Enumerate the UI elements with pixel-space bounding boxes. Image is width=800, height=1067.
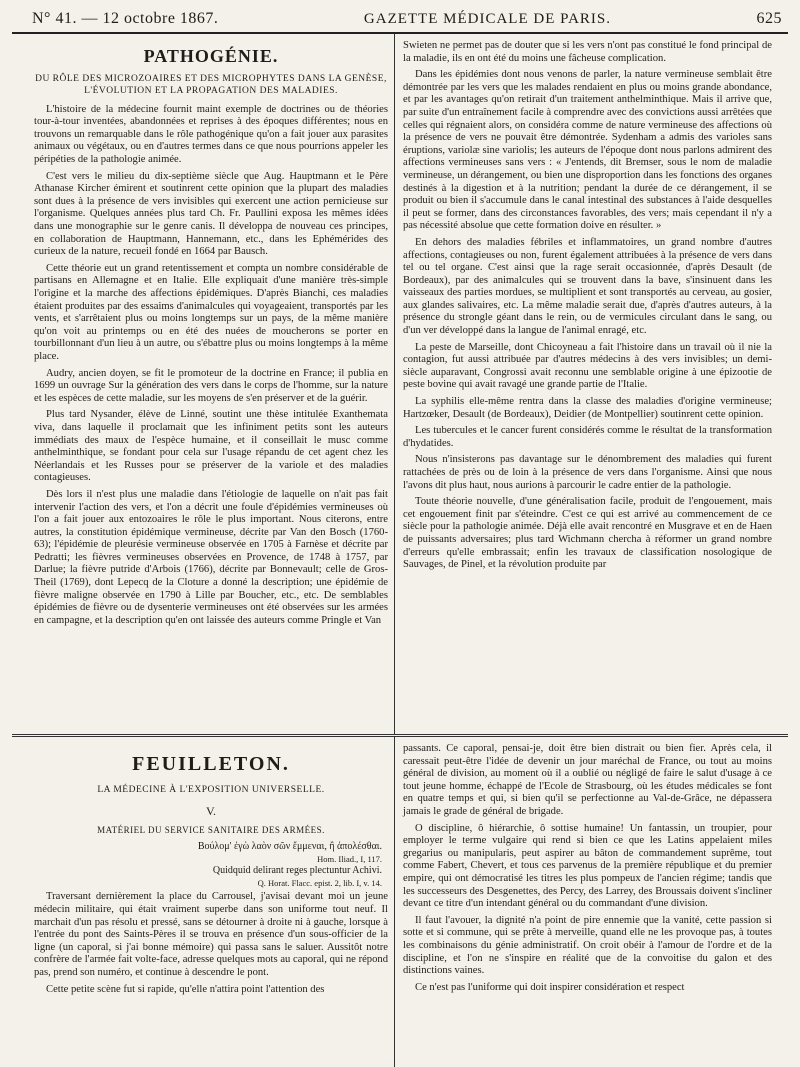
paragraph: Nous n'insisterons pas davantage sur le dénombrement des maladies qui furent rattachées de près ou de loin à la présence de vers dans l'organisme. Ainsi que nous l'avons dit plus haut, nous aurions à parcourir le cadre entier de la pathologie. (403, 454, 772, 491)
chapter-number: V. (205, 804, 217, 819)
epigraph (34, 841, 382, 889)
chapter-heading: MATÉRIEL DU SERVICE SANITAIRE DES ARMÉES. (97, 825, 325, 836)
paragraph: passants. Ce caporal, pensai-je, doit être bien distrait ou bien fier. Après cela, il caressait peut-être l'idée de devenir un jour maréchal de France, ou tout au moins général de division, au moment où il a oublié ou négligé de faire le salut d'usage à ce tout jeune homme, échappé de l'Ecole de Strasbourg, où les études médicales se font en quatre temps et qui, si bien qu'il se perfectionne au Val-de-Grâce, ne dépassera jamais le grade de général de brigade. (403, 743, 772, 817)
journal-title: GAZETTE MÉDICALE DE PARIS. (363, 11, 612, 27)
feuilleton-subtitle: LA MÉDECINE À L'EXPOSITION UNIVERSELLE. (97, 785, 325, 795)
epigraph-greek-source: Hom. Iliad., I, 117. (317, 854, 382, 865)
pathogenie-section (12, 34, 788, 734)
issue-date: N° 41. — 12 octobre 1867. (32, 10, 219, 27)
feuilleton-section (12, 737, 788, 1067)
paragraph: Ce n'est pas l'uniforme qui doit inspirer considération et respect (415, 981, 685, 993)
paragraph: Il faut l'avouer, la dignité n'a point de pire ennemie que la vanité, cette passion si sotte et si commune, qui se prête à merveille, quand elle ne les provoque pas, à toutes les combinaisons du génie administratif. On croit obéir à l'amour de l'ordre et de la discipline, et l'on ne s'inspire en réalité que de la convoitise du galon et des distinctions vaines. (403, 914, 772, 977)
pathogenie-title: PATHOGÉNIE. (143, 46, 279, 66)
paragraph: En dehors des maladies fébriles et inflammatoires, un grand nombre d'autres affections, contagieuses ou non, furent également attribuées à la présence de vers dans tel ou tel organe. C'est ainsi que la rage serait occasionnée, d'après Desault (de Bordeaux), par des animalcules qui se trouvent dans la bave, s'insinuent dans les vaisseaux des parties mordues, se multiplient et sont transportés au cerveau, au gosier, aux glandes salivaires, etc. La même maladie serait due, d'après d'autres auteurs, à la présence du strongle géant dans le rein, ou de vermicules circulant dans le sang, ou d'un ver développé dans la langue de l'animal enragé, etc. (403, 236, 772, 337)
paragraph: Les tubercules et le cancer furent considérés comme le résultat de la transformation d'hydatides. (403, 425, 772, 449)
paragraph: Dès lors il n'est plus une maladie dans l'étiologie de laquelle on n'ait pas fait intervenir l'action des vers, et l'on a décrit une foule d'épidémies vermineuses où l'on a fait jouer aux entozoaires le rôle le plus important. Nous citerons, entre autres, la constitution épidémique vermineuse, décrite par Van den Bosch (1760-63); l'épidémie de pleurésie vermineuse observée en 1705 à Farnèse et décrite par Pedratti; les fièvres vermineuses observées en Provence, de 1748 à 1757, par Darlue; la fièvre putride d'Arbois (1766), décrite par Bonnevault; celle de Gros-Theil (1769), dont Lepecq de la Cloture a donné la description; une épidémie de fièvre maligne observée en 1790 à Lille par Boucher, etc., etc. De semblables épidémies de fièvre ou de dysenterie vermineuses ont été observées sur les armées en campagne, et la description qu'en ont laissée des auteurs comme Pringle et Van (34, 488, 388, 626)
paragraph: Dans les épidémies dont nous venons de parler, la nature vermineuse semblait être démontrée par les vers que les malades rendaient en plus ou moins grande abondance, et par les avantages qu'on retirait d'un traitement anthelminthique. Mais il arrive que, par suite d'un entraînement facile à comprendre avec des convictions aussi arrêtées que celles qui régnaient alors, on considéra comme de nature vermineuse des affections où la présence de vers ne pouvait être démontrée. Sydenham a admis des varioles sans éruptions, variolæ sine variolis; les auteurs de l'époque dont nous parlons admirent des affections vermineuses sans vers : « J'entends, dit Bremser, sous le nom de maladie vermineuse, un dérangement, ou bien une disproportion dans les fonctions des organes destinés à la digestion et à la nutrition; pendant la durée de ce dérangement, il se produit ou bien il s'accumule dans le canal intestinal des substances à l'aide desquelles il peut se former, dans des circonstances favorables, des vers; mais cependant il n'y a pas nécessité absolue que cette formation doive en résulter. » (403, 69, 773, 232)
paragraph: La syphilis elle-même rentra dans la classe des maladies d'origine vermineuse; Hartzœker, Desault (de Bordeaux), Deidier (de Montpellier) soutinrent cette opinion. (403, 396, 772, 420)
newspaper-page (12, 8, 788, 1048)
paragraph: C'est vers le milieu du dix-septième siècle que Aug. Hauptmann et le Père Athanase Kircher émirent et soutinrent cette opinion que la plupart des maladies sont dues à la présence de vers invisibles qui exercent une action pernicieuse sur l'organisme. Quelques années plus tard Ch. Fr. Paullini exposa les mêmes idées dans une monographie sur le genre canis. Il développa de nouveau ces principes, en collaboration de Hauptmann, Hannemann, etc., dans les Ephémérides des curieux de la nature, recueil fondé en 1664 par Bausch. (34, 170, 388, 258)
paragraph: Audry, ancien doyen, se fit le promoteur de la doctrine en France; il publia en 1699 un ouvrage Sur la génération des vers dans le corps de l'homme, sur la nature et les espèces de cette maladie, sur les moyens de s'en préserver et de la guérir. (34, 367, 388, 404)
paragraph: L'histoire de la médecine fournit maint exemple de doctrines ou de théories tour-à-tour inventées, abandonnées et reprises à des époques différentes; nous en trouvons un remarquable dans le rôle pathogénique qu'on a fait jouer aux parasites animaux ou végétaux, ou en d'autres termes dans ce que nous pourrions appeler les péripéties de la pathologie animée. (34, 103, 388, 166)
pathogenie-left-column (12, 34, 395, 734)
epigraph-latin: Quidquid delirant reges plectuntur Achivi. (212, 865, 382, 877)
pathogenie-right-column (395, 34, 778, 734)
paragraph: Cette petite scène fut si rapide, qu'elle n'attira point l'attention des (46, 983, 325, 995)
feuilleton-right-column (395, 737, 778, 1067)
feuilleton-left-column (12, 737, 395, 1067)
pathogenie-subtitle: DU RÔLE DES MICROZOAIRES ET DES MICROPHYTES DANS LA GENÈSE, L'ÉVOLUTION ET LA PROPAGATION DES MALADIES. (35, 74, 387, 97)
paragraph: Traversant dernièrement la place du Carrousel, j'avisai devant moi un jeune médecin militaire, qui était vraiment superbe dans son uniforme tout neuf. Il marchait d'un pas résolu et pressé, sans se détourner à droite ni à gauche, lorsque à l'entrée du pont des Saints-Pères il se trouva en présence d'un sous-officier de la ligne (un caporal, si j'ai bonne mémoire) qui passa sans le saluer. Aussitôt notre confrère de l'armée fait volte-face, adresse quelques mots au caporal, qui ne répond pas, prend son numéro, et continue à descendre le pont. (34, 891, 388, 978)
paragraph: La peste de Marseille, dont Chicoyneau a fait l'histoire dans un travail où il nie la contagion, fut aussi attribuée par d'autres médecins à des vers invisibles; un demi-siècle auparavant, Congrossi avait reconnu une semblable origine à une épizootie de peste bovine qui avait ravagé une grande partie de l'Italie. (403, 341, 772, 391)
paragraph: O discipline, ô hiérarchie, ô sottise humaine! Un fantassin, un troupier, pour employer le terme vulgaire qui rend si bien ce que les Latins appelaient miles gregarius ou manipularis, peut aspirer au bâton de commandement suprême, tout comme Fabert, Chevert, et tous ces parvenus de la première république et du premier empire, qui ont démocratisé les titres les plus pompeux de l'ancien régime; tandis que les successeurs des Desgenettes, des Percy, des Larrey, des Broussais doivent s'incliner devant ce titre d'un intendant général ou du commandant d'une division. (403, 822, 772, 910)
page-number: 625 (756, 10, 782, 27)
paragraph: Swieten ne permet pas de douter que si les vers n'ont pas constitué le fond principal de la maladie, ils en ont été du moins une fâcheuse complication. (403, 40, 772, 64)
page-header (12, 8, 788, 34)
paragraph: Plus tard Nysander, élève de Linné, soutint une thèse intitulée Exanthemata viva, dans laquelle il proclamait que les infiniment petits sont les auteurs immédiats des maux de l'espèce humaine, et il conseillait le musc comme anthelminthique, se fondant pour cela sur l'usage répandu de cet agent chez les Néerlandais et les Russes pour se préserver de la variole et des maladies contagieuses. (34, 409, 388, 484)
epigraph-greek: Βούλομ' ἐγὼ λαὸν σῶν ἔμμεναι, ἢ ἀπολέσθαι. (197, 841, 382, 853)
paragraph: Toute théorie nouvelle, d'une généralisation facile, produit de l'engouement, mais cet engouement finit par s'éteindre. C'est ce qui est arrivé au commencement de ce siècle pour la pathologie animée. Déjà elle avait rencontré en Musgrave et en de Haen de puissants adversaires; plus tard Wichmann chercha à réformer un grand nombre d'erreurs qu'elle embrassait; enfin les travaux de classification nosologique de Sauvages, de Pinel, et la révolution produite par (403, 496, 772, 571)
paragraph: Cette théorie eut un grand retentissement et compta un nombre considérable de partisans en Allemagne et en Italie. Elle expliquait d'une manière très-simple l'origine et la marche des affections épidémiques. D'après Bianchi, ces maladies étaient produites par des essaims d'animalcules qui voyageaient, transportés par les vents, et s'arrêtaient plus ou moins longtemps sur un pays, de la même manière qu'on voit au printemps ou en été des nuées de moucherons se porter en tourbillonnant d'un lieu à un autre, ou s'ébattre plus ou moins longtemps à la même place. (34, 262, 388, 362)
epigraph-latin-source: Q. Horat. Flacc. epist. 2, lib. I, v. 14. (257, 878, 382, 889)
feuilleton-title: FEUILLETON. (132, 753, 290, 775)
